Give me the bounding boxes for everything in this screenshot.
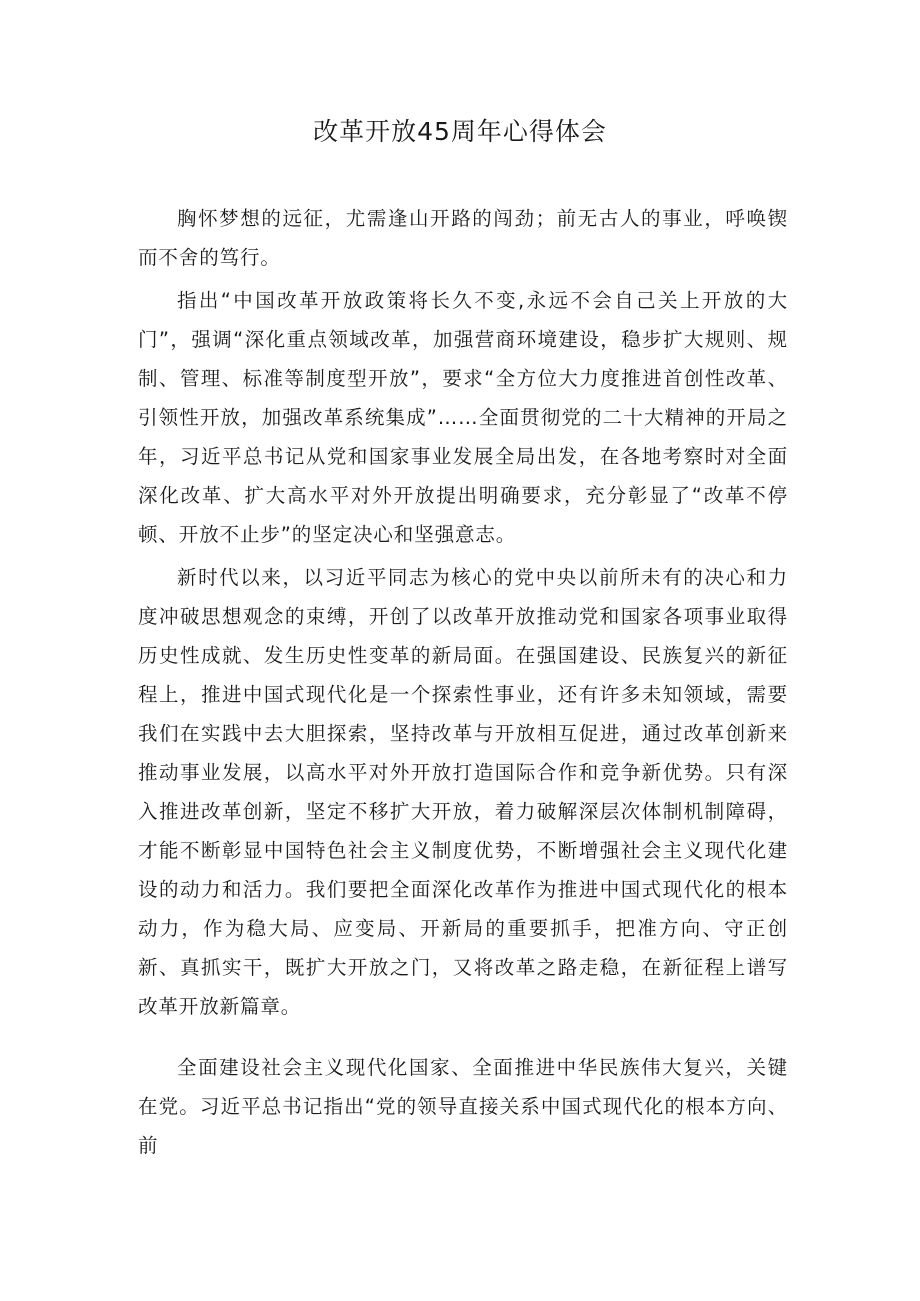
document-title: 改革开放45周年心得体会 [313, 117, 607, 146]
paragraph-4: 全面建设社会主义现代化国家、全面推进中华民族伟大复兴，关键在党。习近平总书记指出“党的领导直接关系中国式现代化的根本方向、前 [138, 1056, 788, 1157]
paragraph-2: 指出“中国改革开放政策将长久不变,永远不会自己关上开放的大门”，强调“深化重点领域改革，加强营商环境建设，稳步扩大规则、规制、管理、标准等制度型开放”，要求“全方位大力度推进首创性改革、引领性开放，加强改革系统集成”……全面贯彻党的二十大精神的开局之年，习近平总书记从党和国家事业发展全局出发，在各地考察时对全面深化改革、扩大高水平对外开放提出明确要求，充分彰显了“改革不停顿、开放不止步”的坚定决心和坚强意志。 [138, 289, 788, 546]
paragraph-1: 胸怀梦想的远征，尤需逢山开路的闯劲；前无古人的事业，呼唤锲而不舍的笃行。 [138, 207, 788, 269]
document-body [138, 199, 788, 1169]
paragraph-3: 新时代以来，以习近平同志为核心的党中央以前所未有的决心和力度冲破思想观念的束缚，开创了以改革开放推动党和国家各项事业取得历史性成就、发生历史性变革的新局面。在强国建设、民族复兴的新征程上，推进中国式现代化是一个探索性事业，还有许多未知领域，需要我们在实践中去大胆探索，坚持改革与开放相互促进，通过改革创新来推动事业发展，以高水平对外开放打造国际合作和竞争新优势。只有深入推进改革创新，坚定不移扩大开放，着力破解深层次体制机制障碍，才能不断彰显中国特色社会主义制度优势，不断增强社会主义现代化建设的动力和活力。我们要把全面深化改革作为推进中国式现代化的根本动力，作为稳大局、应变局、开新局的重要抓手，把准方向、守正创新、真抓实干，既扩大开放之门，又将改革之路走稳，在新征程上谱写改革开放新篇章。 [138, 566, 788, 1018]
